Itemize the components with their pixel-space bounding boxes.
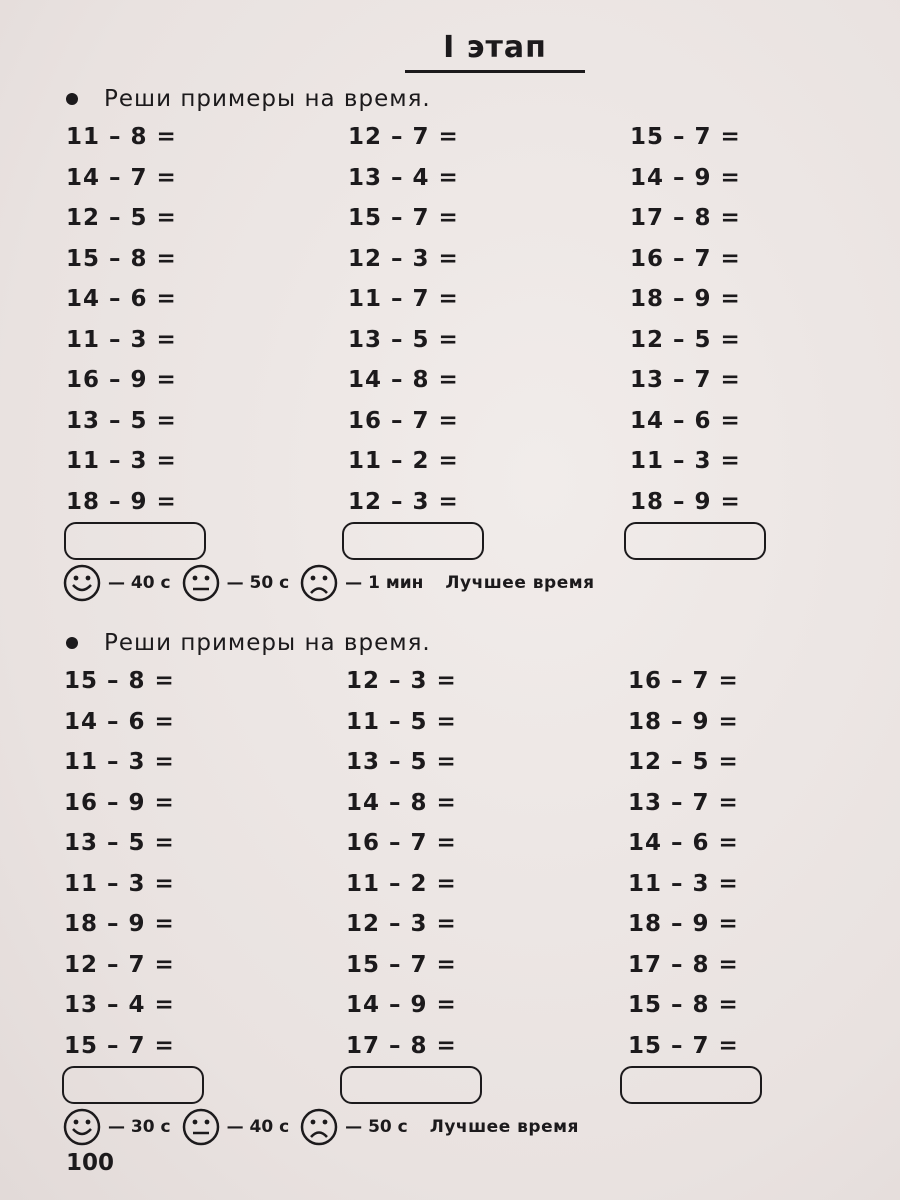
legend-neutral-time: — 40 с xyxy=(226,1117,290,1137)
legend-happy-time: — 30 с xyxy=(108,1117,171,1137)
problem: 14 – 8 = xyxy=(348,367,459,393)
smiley-happy-icon xyxy=(62,1107,102,1147)
problem: 15 – 7 = xyxy=(630,124,741,150)
problem: 16 – 7 = xyxy=(348,407,459,434)
legend-neutral-time: — 50 с xyxy=(226,573,290,593)
problem-column-2 xyxy=(348,117,459,522)
best-time-label: Лучшее время xyxy=(429,1117,579,1137)
time-answer-box[interactable] xyxy=(624,522,766,560)
problem: 14 – 6 = xyxy=(64,708,175,735)
problem: 16 – 7 = xyxy=(346,830,457,856)
problem: 13 – 4 = xyxy=(64,992,175,1018)
problem: 13 – 5 = xyxy=(348,326,459,353)
bullet-icon xyxy=(66,93,78,105)
problem: 13 – 5 = xyxy=(64,830,175,856)
bullet-icon xyxy=(66,637,78,649)
best-time-label: Лучшее время xyxy=(445,573,595,593)
problem: 12 – 5 = xyxy=(630,326,741,353)
time-legend xyxy=(62,563,595,603)
problem: 12 – 5 = xyxy=(628,749,739,775)
problem: 18 – 9 = xyxy=(64,911,175,937)
problem: 14 – 6 = xyxy=(66,286,177,312)
smiley-sad-icon xyxy=(299,1107,339,1147)
exercise-heading-text: Реши примеры на время. xyxy=(104,630,431,656)
problem: 16 – 9 = xyxy=(64,789,175,816)
problem: 14 – 9 = xyxy=(630,164,741,191)
problem: 15 – 8 = xyxy=(628,992,739,1018)
problem-column-1 xyxy=(64,661,175,1066)
problem: 15 – 7 = xyxy=(628,1032,739,1059)
problem: 15 – 7 = xyxy=(348,205,459,231)
exercise-heading xyxy=(66,86,431,112)
problem: 16 – 7 = xyxy=(628,668,739,694)
time-answer-box[interactable] xyxy=(342,522,484,560)
problem: 18 – 9 = xyxy=(630,286,741,312)
problem: 11 – 2 = xyxy=(348,448,459,474)
time-answer-box[interactable] xyxy=(340,1066,482,1104)
problem: 14 – 9 = xyxy=(346,992,457,1018)
smiley-neutral-icon xyxy=(181,1107,221,1147)
problem: 12 – 3 = xyxy=(348,488,459,515)
problem-column-2 xyxy=(346,661,457,1066)
problem: 17 – 8 = xyxy=(628,951,739,978)
problem: 18 – 9 = xyxy=(628,708,739,735)
problem: 14 – 6 = xyxy=(628,830,739,856)
legend-sad-time: — 50 с xyxy=(345,1117,408,1137)
page-number: 100 xyxy=(66,1150,115,1176)
problem: 13 – 5 = xyxy=(346,749,457,775)
problem: 12 – 3 = xyxy=(348,245,459,272)
smiley-sad-icon xyxy=(299,563,339,603)
time-answer-box[interactable] xyxy=(620,1066,762,1104)
problem: 17 – 8 = xyxy=(630,205,741,231)
problem: 12 – 3 = xyxy=(346,911,457,937)
smiley-happy-icon xyxy=(62,563,102,603)
problem: 11 – 3 = xyxy=(66,326,177,353)
problem: 18 – 9 = xyxy=(628,911,739,937)
problem-column-3 xyxy=(630,117,741,522)
problem: 14 – 7 = xyxy=(66,164,177,191)
problem: 18 – 9 = xyxy=(66,488,177,515)
problem: 12 – 5 = xyxy=(66,205,177,231)
time-legend xyxy=(62,1107,579,1147)
exercise-heading-text: Реши примеры на время. xyxy=(104,86,431,112)
problem: 15 – 7 = xyxy=(346,951,457,978)
problem: 12 – 7 = xyxy=(348,124,459,150)
legend-sad-time: — 1 мин xyxy=(345,573,424,593)
exercise-heading xyxy=(66,630,431,656)
problem: 18 – 9 = xyxy=(630,488,741,515)
problem: 15 – 8 = xyxy=(64,668,175,694)
problem: 13 – 7 = xyxy=(628,789,739,816)
problem: 11 – 3 = xyxy=(628,870,739,897)
smiley-neutral-icon xyxy=(181,563,221,603)
problem: 13 – 5 = xyxy=(66,407,177,434)
problem: 16 – 7 = xyxy=(630,245,741,272)
time-answer-box[interactable] xyxy=(64,522,206,560)
problem: 11 – 3 = xyxy=(630,448,741,474)
problem: 14 – 8 = xyxy=(346,789,457,816)
title-underline xyxy=(405,70,585,73)
problem: 14 – 6 = xyxy=(630,407,741,434)
problem: 11 – 3 = xyxy=(64,870,175,897)
problem: 11 – 3 = xyxy=(64,749,175,775)
problem-column-1 xyxy=(66,117,177,522)
problem-column-3 xyxy=(628,661,739,1066)
page-title: I этап xyxy=(443,30,547,65)
problem: 15 – 8 = xyxy=(66,245,177,272)
problem: 12 – 3 = xyxy=(346,668,457,694)
problem: 16 – 9 = xyxy=(66,367,177,393)
time-answer-box[interactable] xyxy=(62,1066,204,1104)
problem: 11 – 3 = xyxy=(66,448,177,474)
problem: 12 – 7 = xyxy=(64,951,175,978)
problem: 11 – 7 = xyxy=(348,286,459,312)
legend-happy-time: — 40 с xyxy=(108,573,171,593)
problem: 15 – 7 = xyxy=(64,1032,175,1059)
problem: 11 – 8 = xyxy=(66,124,177,150)
problem: 11 – 2 = xyxy=(346,870,457,897)
problem: 17 – 8 = xyxy=(346,1032,457,1059)
problem: 13 – 4 = xyxy=(348,164,459,191)
problem: 11 – 5 = xyxy=(346,708,457,735)
problem: 13 – 7 = xyxy=(630,367,741,393)
